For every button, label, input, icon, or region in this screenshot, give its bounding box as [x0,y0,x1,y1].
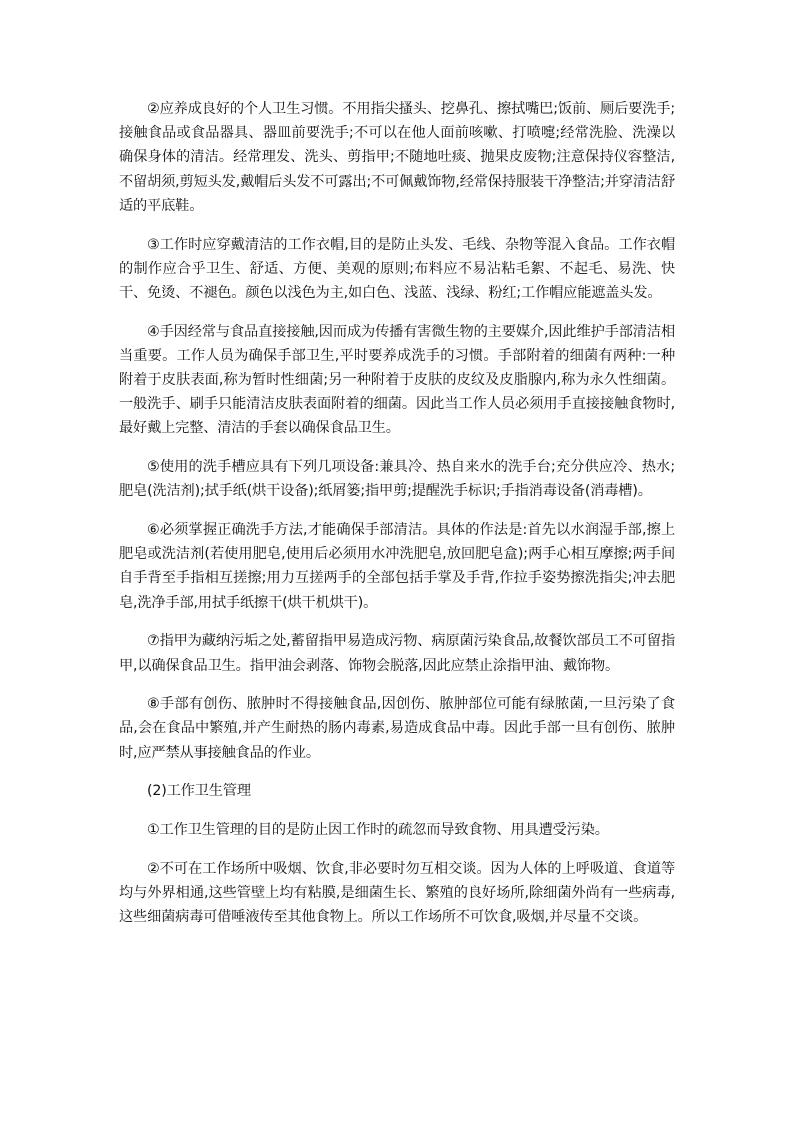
paragraph-no-smoking-eating: ②不可在工作场所中吸烟、饮食,非必要时勿互相交谈。因为人体的上呼吸道、食道等均与外界相通,这些管壁上均有粘膜,是细菌生长、繁殖的良好场所,除细菌外尚有一些病毒,这些细菌病毒可借唾液传至其他食物上。所以工作场所不可饮食,吸烟,并尽量不交谈。 [119,860,675,926]
paragraph-work-clothing: ③工作时应穿戴清洁的工作衣帽,目的是防止头发、毛线、杂物等混入食品。工作衣帽的制作应合乎卫生、舒适、方便、美观的原则;布料应不易沾粘毛絮、不起毛、易洗、快干、免烫、不褪色。颜色以浅色为主,如白色、浅蓝、浅绿、粉红;工作帽应能遮盖头发。 [119,236,675,301]
paragraph-personal-hygiene: ②应养成良好的个人卫生习惯。不用指尖搔头、挖鼻孔、擦拭嘴巴;饭前、厕后要洗手;接触食品或食品器具、器皿前要洗手;不可以在他人面前咳嗽、打喷嚏;经常洗脸、洗澡以确保身体的清洁。经常理发、洗头、剪指甲;不随地吐痰、抛果皮废物;注意保持仪容整洁,不留胡须,剪短头发,戴帽后头发不可露出;不可佩戴饰物,经常保持服装干净整洁;并穿清洁舒适的平底鞋。 [119,101,675,214]
paragraph-hand-wounds: ⑧手部有创伤、脓肿时不得接触食品,因创伤、脓肿部位可能有绿脓菌,一旦污染了食品,会在食品中繁殖,并产生耐热的肠内毒素,易造成食品中毒。因此手部一旦有创伤、脓肿时,应严禁从事接触食品的作业。 [119,696,675,761]
document-body [119,97,675,944]
paragraph-handwashing-method: ⑥必须掌握正确洗手方法,才能确保手部清洁。具体的作法是:首先以水润湿手部,擦上肥皂或洗洁剂(若使用肥皂,使用后必须用水冲洗肥皂,放回肥皂盒);两手心相互摩擦;两手间自手背至手指相互搓擦;用力互搓两手的全部包括手掌及手背,作拉手姿势擦洗指尖;冲去肥皂,洗净手部,用拭手纸擦干(烘干机烘干)。 [119,522,675,611]
paragraph-fingernails: ⑦指甲为藏纳污垢之处,蓄留指甲易造成污物、病原菌污染食品,故餐饮部员工不可留指甲,以确保食品卫生。指甲油会剥落、饰物会脱落,因此应禁止涂指甲油、戴饰物。 [119,633,675,674]
paragraph-hand-hygiene: ④手因经常与食品直接接触,因而成为传播有害微生物的主要媒介,因此维护手部清洁相当重要。工作人员为确保手部卫生,平时要养成洗手的习惯。手部附着的细菌有两种:一种附着于皮肤表面,称为暂时性细菌;另一种附着于皮肤的皮纹及皮脂腺内,称为永久性细菌。一般洗手、刷手只能清洁皮肤表面附着的细菌。因此当工作人员必须用手直接接触食物时,最好戴上完整、清洁的手套以确保食品卫生。 [119,323,675,437]
paragraph-work-hygiene-purpose: ①工作卫生管理的目的是防止因工作时的疏忽而导致食物、用具遭受污染。 [147,822,609,839]
section-heading-work-hygiene: (2)工作卫生管理 [147,783,251,800]
paragraph-sink-equipment: ⑤使用的洗手槽应具有下列几项设备:兼具冷、热自来水的洗手台;充分供应冷、热水;肥皂(洗洁剂);拭手纸(烘干设备);纸屑篓;指甲剪;提醒洗手标识;手指消毒设备(消毒槽)。 [119,459,675,500]
